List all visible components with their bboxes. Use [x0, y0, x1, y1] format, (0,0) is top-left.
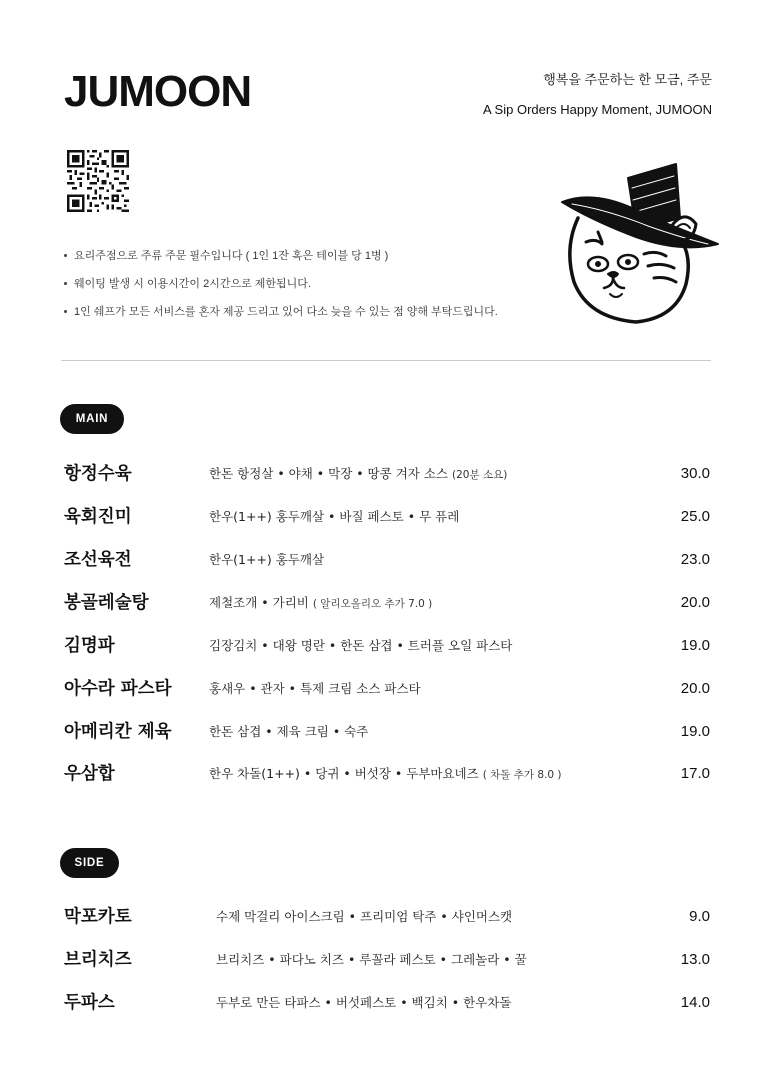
menu-item-price: 19.0	[680, 637, 710, 654]
menu-item	[0, 720, 773, 744]
section-divider	[61, 360, 711, 361]
menu-item-price: 17.0	[680, 765, 710, 782]
menu-item	[0, 905, 773, 929]
menu-item	[0, 462, 773, 486]
menu-item-description: 수제 막걸리 아이스크림 • 프리미엄 탁주 • 샤인머스캣	[216, 909, 513, 924]
menu-item-name: 아수라 파스타	[64, 679, 172, 699]
menu-item-price: 23.0	[680, 551, 710, 568]
menu-item-price: 30.0	[680, 465, 710, 482]
notice-item: 요리주점으로 주류 주문 필수입니다 ( 1인 1잔 혹은 테이블 당 1병 )	[64, 246, 498, 274]
menu-item-description: 김장김치 • 대왕 명란 • 한돈 삼겹 • 트러플 오일 파스타	[209, 638, 513, 653]
menu-item-description: 한우(1++) 홍두깨살	[209, 552, 325, 567]
menu-item-name: 항정수육	[64, 464, 132, 484]
menu-item-description: 한돈 삼겹 • 제육 크림 • 숙주	[209, 724, 369, 739]
menu-item-price: 20.0	[680, 594, 710, 611]
menu-item-note: ( 알리오올리오 추가 7.0 )	[312, 598, 433, 610]
notice-item: 1인 쉐프가 모든 서비스를 혼자 제공 드리고 있어 다소 늦을 수 있는 점 양해 부탁드립니다.	[64, 302, 498, 330]
menu-item-description: 한우(1++) 홍두깨살 • 바질 페스토 • 무 퓨레	[209, 509, 460, 524]
tagline-english: A Sip Orders Happy Moment, JUMOON	[482, 102, 712, 117]
menu-item	[0, 505, 773, 529]
menu-item-name: 막포카토	[64, 907, 132, 927]
menu-item-price: 13.0	[680, 951, 710, 968]
menu-item	[0, 991, 773, 1015]
main-section-badge: MAIN	[60, 404, 124, 434]
bullet-icon	[64, 310, 67, 313]
menu-item-price: 14.0	[680, 994, 710, 1011]
menu-item	[0, 677, 773, 701]
menu-item-name: 조선육전	[64, 550, 132, 570]
tagline	[483, 70, 712, 120]
menu-item	[0, 634, 773, 658]
menu-item-name: 육회진미	[64, 507, 132, 527]
bullet-icon	[64, 282, 67, 285]
menu-item-name: 아메리칸 제육	[64, 722, 172, 742]
menu-item-name: 김명파	[64, 636, 115, 656]
menu-item-price: 19.0	[680, 723, 710, 740]
menu-item-description: 제철조개 • 가리비 ( 알리오올리오 추가 7.0 )	[209, 595, 433, 610]
menu-item	[0, 762, 773, 786]
menu-item-note: (20분 소요)	[452, 469, 508, 481]
menu-item-description: 두부로 만든 타파스 • 버섯페스토 • 백김치 • 한우차돌	[216, 995, 512, 1010]
tagline-korean: 행복을 주문하는 한 모금, 주문	[543, 72, 712, 87]
qr-code-icon[interactable]	[67, 150, 129, 212]
menu-item-name: 두파스	[64, 993, 115, 1013]
notice-item: 웨이팅 발생 시 이용시간이 2시간으로 제한됩니다.	[64, 274, 498, 302]
side-section-badge: SIDE	[60, 848, 119, 878]
menu-item	[0, 591, 773, 615]
menu-item-name: 봉골레술탕	[64, 593, 149, 613]
menu-item-description: 브리치즈 • 파다노 치즈 • 루꼴라 페스토 • 그레놀라 • 꿀	[216, 952, 527, 967]
menu-item-name: 브리치즈	[64, 950, 132, 970]
brand-logo: JUMOON	[64, 67, 252, 116]
menu-item-price: 20.0	[680, 680, 710, 697]
notice-list	[64, 246, 498, 330]
tiger-mascot-icon	[558, 158, 720, 328]
menu-item-name: 우삼합	[64, 764, 115, 784]
menu-item-description: 한우 차돌(1++) • 당귀 • 버섯장 • 두부마요네즈 ( 차돌 추가 8.0 )	[209, 766, 562, 781]
menu-item	[0, 948, 773, 972]
menu-item-description: 홍새우 • 관자 • 특제 크림 소스 파스타	[209, 681, 421, 696]
menu-item-note: ( 차돌 추가 8.0 )	[482, 769, 562, 781]
menu-item-description: 한돈 항정살 • 야채 • 막장 • 땅콩 겨자 소스 (20분 소요)	[209, 466, 508, 481]
menu-item-price: 9.0	[689, 908, 710, 925]
menu-item	[0, 548, 773, 572]
menu-item-price: 25.0	[680, 508, 710, 525]
bullet-icon	[64, 254, 67, 257]
